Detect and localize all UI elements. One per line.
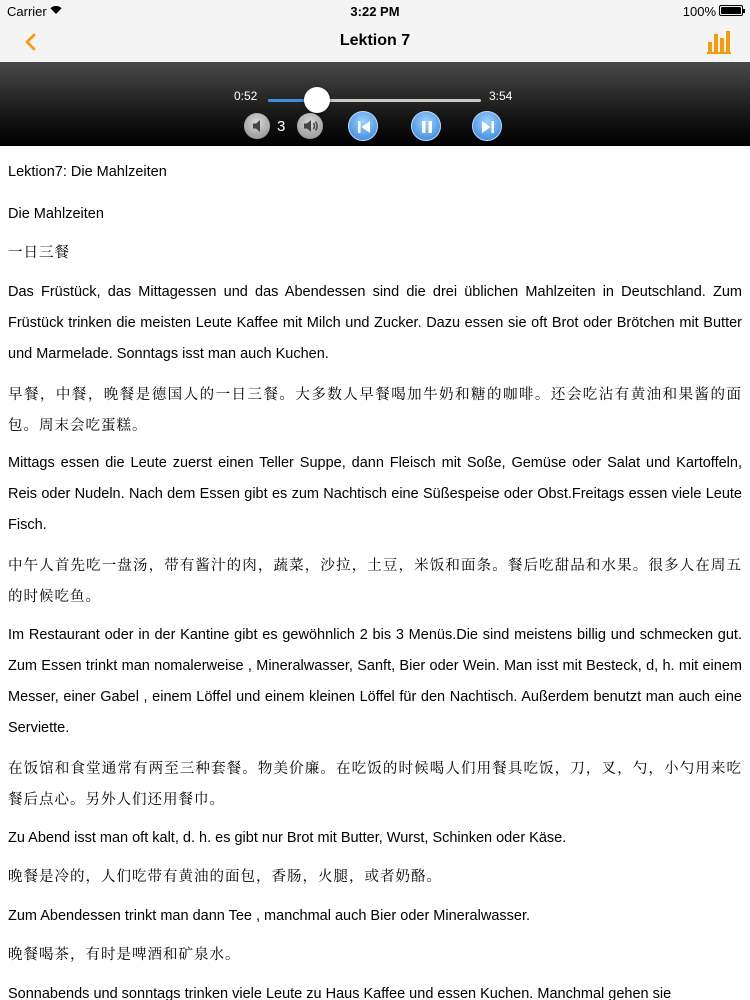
bar-chart-icon <box>706 28 732 54</box>
paragraph-de: Sonnabends und sonntags trinken viele Leute zu Haus Kaffee und essen Kuchen. Manchmal gehen sie <box>8 986 672 1000</box>
status-bar <box>0 0 750 22</box>
stats-button[interactable] <box>706 28 732 54</box>
pause-button[interactable] <box>411 111 441 141</box>
battery-icon <box>719 5 743 16</box>
skip-previous-icon <box>349 112 379 142</box>
paragraph-de: Zum Abendessen trinkt man dann Tee , manchmal auch Bier oder Mineralwasser. <box>8 908 530 924</box>
volume-up-icon <box>297 113 323 139</box>
previous-button[interactable] <box>348 111 378 141</box>
page-title: Lektion 7 <box>339 32 411 49</box>
progress-slider[interactable] <box>268 99 481 102</box>
status-time: 3:22 PM <box>350 4 400 19</box>
paragraph-cn: 早餐，中餐，晚餐是德国人的一日三餐。大多数人早餐喝加牛奶和糖的咖啡。还会吃沾有黄油和果酱的面包。周末会吃蛋糕。 <box>8 387 742 434</box>
paragraph-de: Mittags essen die Leute zuerst einen Teller Suppe, dann Fleisch mit Soße, Gemüse oder Salat und Kartoffeln, Reis oder Nudeln. Nach dem Essen gibt es zum Nachtisch eine Süßespeise oder Obst.Freitags essen viele Leute Fisch. <box>8 455 742 533</box>
volume-down-icon <box>244 113 270 139</box>
audio-player <box>0 62 750 146</box>
paragraph-cn: 晚餐喝茶，有时是啤酒和矿泉水。 <box>8 947 241 963</box>
skip-next-icon <box>473 112 503 142</box>
lesson-heading: Lektion7: Die Mahlzeiten <box>8 164 167 180</box>
total-time: 3:54 <box>489 89 513 103</box>
volume-up-button[interactable] <box>297 113 323 139</box>
navigation-bar <box>0 22 750 62</box>
paragraph-de: Im Restaurant oder in der Kantine gibt es gewöhnlich 2 bis 3 Menüs.Die sind meistens billig und schmecken gut. Zum Essen trinkt man nomalerweise , Mineralwasser, Sanft, Bier oder Wein. Man isst mit Besteck, d, h. mit einem Messer, einer Gabel , einem Löffel und einem kleinen Löffel für den Nachtisch. Außerdem benutzt man auch eine Serviette. <box>8 627 742 736</box>
paragraph-cn: 在饭馆和食堂通常有两至三种套餐。物美价廉。在吃饭的时候喝人们用餐具吃饭，刀，叉，勺，小勺用来吃餐后点心。另外人们还用餐巾。 <box>8 761 742 808</box>
paragraph-de: Das Früstück, das Mittagessen und das Abendessen sind die drei üblichen Mahlzeiten in Deutschland. Zum Früstück trinken die meisten Leute Kaffee mit Milch und Zucker. Dazu essen sie oft Brot oder Brötchen mit Butter und Marmelade. Sonntags isst man auch Kuchen. <box>8 284 742 362</box>
carrier-label: Carrier <box>7 4 47 19</box>
volume-level: 3 <box>277 118 286 135</box>
pause-icon <box>412 112 442 142</box>
paragraph-cn: 中午人首先吃一盘汤，带有酱汁的肉，蔬菜，沙拉，土豆，米饭和面条。餐后吃甜品和水果。很多人在周五的时候吃鱼。 <box>8 558 742 605</box>
section-title-de: Die Mahlzeiten <box>8 206 104 222</box>
lesson-text <box>0 146 750 1000</box>
paragraph-de: Zu Abend isst man oft kalt, d. h. es gibt nur Brot mit Butter, Wurst, Schinken oder Käse. <box>8 830 567 846</box>
progress-thumb[interactable] <box>304 87 330 113</box>
next-button[interactable] <box>472 111 502 141</box>
battery-percentage: 100% <box>682 4 716 19</box>
section-title-cn: 一日三餐 <box>8 245 70 261</box>
volume-down-button[interactable] <box>244 113 270 139</box>
elapsed-time: 0:52 <box>234 89 258 103</box>
paragraph-cn: 晚餐是冷的，人们吃带有黄油的面包，香肠，火腿，或者奶酪。 <box>8 869 442 885</box>
